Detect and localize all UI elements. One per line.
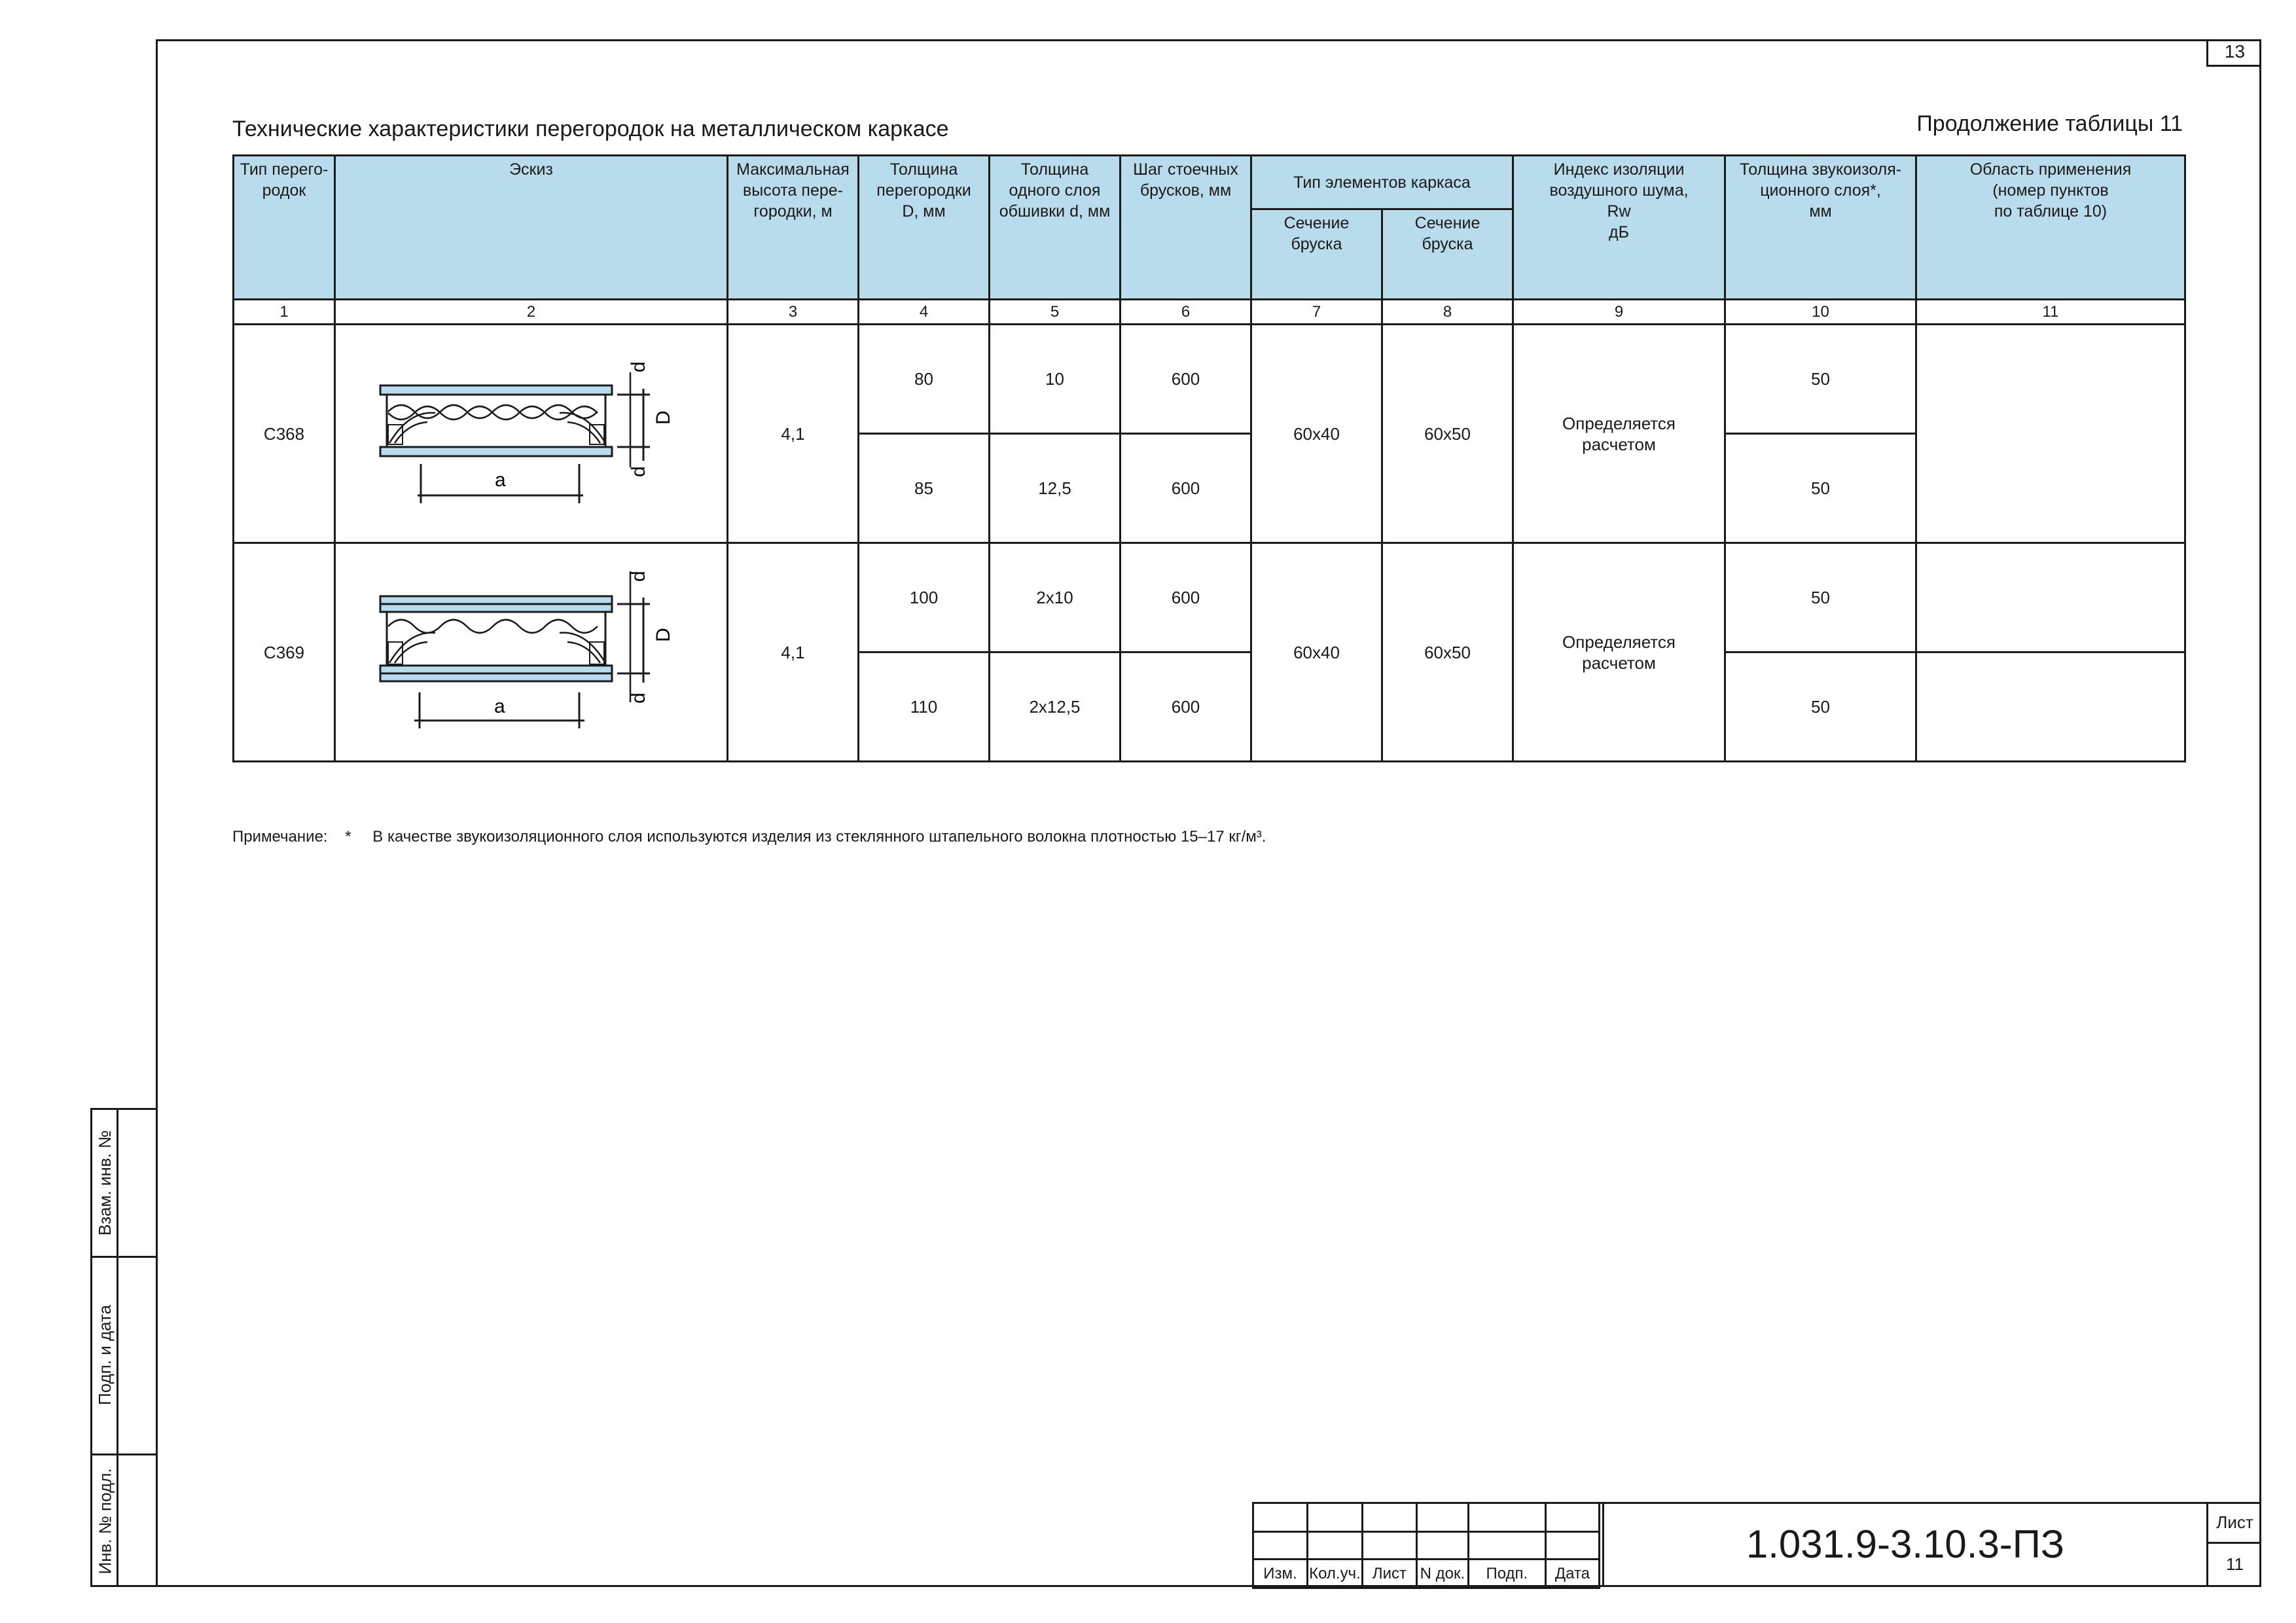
row-sound-layer: 50 bbox=[1725, 434, 1916, 543]
col-number: 7 bbox=[1251, 300, 1382, 325]
col-number: 5 bbox=[990, 300, 1121, 325]
partition-c369-sketch bbox=[380, 571, 674, 728]
side-label-inv-orig: Инв. № подл. bbox=[95, 1468, 115, 1575]
row-index: Определяется расчетом bbox=[1513, 543, 1725, 762]
col-number: 1 bbox=[234, 300, 335, 325]
title-block bbox=[1252, 1502, 1602, 1587]
spec-table bbox=[232, 154, 2186, 762]
row-application bbox=[1916, 652, 2185, 762]
sketch-label-a: a bbox=[495, 469, 506, 491]
row-application bbox=[1916, 325, 2185, 543]
col-number: 11 bbox=[1916, 300, 2185, 325]
sketch-label-d: d bbox=[628, 570, 649, 582]
row-section-1: 60х40 bbox=[1251, 325, 1382, 543]
sheet-number: 11 bbox=[2226, 1554, 2244, 1574]
row-layer: 10 bbox=[990, 325, 1121, 434]
row-sound-layer: 50 bbox=[1725, 325, 1916, 434]
header-section-1: Сечение бруска bbox=[1251, 209, 1382, 300]
header-frame-group: Тип элементов каркаса bbox=[1251, 156, 1513, 209]
document-code: 1.031.9-3.10.3-ПЗ bbox=[1602, 1502, 2206, 1587]
row-max-height: 4,1 bbox=[728, 325, 859, 543]
note-star: * bbox=[345, 828, 351, 846]
row-thickness: 85 bbox=[859, 434, 990, 543]
partition-sketch-drawing bbox=[336, 327, 725, 541]
tb-col-podp: Подп. bbox=[1468, 1560, 1545, 1588]
row-type: С369 bbox=[234, 543, 335, 762]
row-thickness: 100 bbox=[859, 543, 990, 652]
tb-col-list: Лист bbox=[1362, 1560, 1416, 1588]
col-number: 9 bbox=[1513, 300, 1725, 325]
sketch-label-D: D bbox=[653, 627, 674, 642]
tb-col-data: Дата bbox=[1545, 1560, 1599, 1588]
header-type: Тип перего- родок bbox=[234, 156, 335, 300]
header-max-height: Максимальная высота пере- городки, м bbox=[728, 156, 859, 300]
partition-sketch bbox=[335, 325, 728, 543]
table-note bbox=[232, 828, 1266, 846]
sketch-label-D: D bbox=[653, 410, 674, 425]
col-number: 8 bbox=[1382, 300, 1513, 325]
row-layer: 12,5 bbox=[990, 434, 1121, 543]
sketch-label-d: d bbox=[628, 692, 649, 704]
row-step: 600 bbox=[1121, 325, 1251, 434]
row-max-height: 4,1 bbox=[728, 543, 859, 762]
row-thickness: 110 bbox=[859, 652, 990, 762]
row-layer: 2х10 bbox=[990, 543, 1121, 652]
col-number: 6 bbox=[1121, 300, 1251, 325]
note-text: В качестве звукоизоляционного слоя используются изделия из стеклянного штапельного волокна плотностью 15–17 кг/м³. bbox=[372, 828, 1266, 846]
col-number: 4 bbox=[859, 300, 990, 325]
document-title: Технические характеристики перегородок на металлическом каркасе bbox=[232, 116, 949, 141]
tb-col-ndok: N док. bbox=[1416, 1560, 1468, 1588]
partition-sketch-drawing bbox=[336, 545, 725, 760]
sheet-box bbox=[2206, 1502, 2261, 1587]
col-number: 2 bbox=[335, 300, 728, 325]
partition-sketch bbox=[335, 543, 728, 762]
row-section-2: 60х50 bbox=[1382, 543, 1513, 762]
header-index: Индекс изоляции воздушного шума, Rw дБ bbox=[1513, 156, 1725, 300]
note-label: Примечание: bbox=[232, 828, 328, 846]
side-stamp bbox=[90, 1108, 156, 1587]
col-number: 10 bbox=[1725, 300, 1916, 325]
row-index: Определяется расчетом bbox=[1513, 325, 1725, 543]
sheet-label: Лист bbox=[2208, 1502, 2261, 1544]
row-thickness: 80 bbox=[859, 325, 990, 434]
header-sketch: Эскиз bbox=[335, 156, 728, 300]
col-number: 3 bbox=[728, 300, 859, 325]
tb-col-izm: Изм. bbox=[1253, 1560, 1308, 1588]
header-sound-layer: Толщина звукоизоля- ционного слоя*, мм bbox=[1725, 156, 1916, 300]
row-section-1: 60х40 bbox=[1251, 543, 1382, 762]
page-number-top: 13 bbox=[2206, 39, 2261, 67]
row-type: С368 bbox=[234, 325, 335, 543]
side-label-sign-date: Подп. и дата bbox=[95, 1304, 115, 1405]
side-label-swap-inv: Взам. инв. № bbox=[95, 1130, 115, 1236]
sketch-label-d: d bbox=[628, 361, 649, 372]
row-section-2: 60х50 bbox=[1382, 325, 1513, 543]
title-block-grid bbox=[1252, 1502, 1600, 1589]
header-step: Шаг стоечных брусков, мм bbox=[1121, 156, 1251, 300]
row-step: 600 bbox=[1121, 434, 1251, 543]
row-sound-layer: 50 bbox=[1725, 543, 1916, 652]
title-block-top-line bbox=[1252, 1502, 2261, 1504]
sketch-label-d: d bbox=[628, 465, 649, 477]
row-layer: 2х12,5 bbox=[990, 652, 1121, 762]
table-continuation: Продолжение таблицы 11 bbox=[1916, 111, 2183, 136]
sketch-label-a: a bbox=[494, 695, 505, 717]
row-step: 600 bbox=[1121, 652, 1251, 762]
header-thickness: Толщина перегородки D, мм bbox=[859, 156, 990, 300]
tb-col-kol: Кол.уч. bbox=[1307, 1560, 1362, 1588]
row-application bbox=[1916, 543, 2185, 652]
header-section-2: Сечение бруска bbox=[1382, 209, 1513, 300]
row-sound-layer: 50 bbox=[1725, 652, 1916, 762]
row-step: 600 bbox=[1121, 543, 1251, 652]
partition-c368-sketch bbox=[380, 361, 674, 503]
header-application: Область применения (номер пунктов по таблице 10) bbox=[1916, 156, 2185, 300]
header-layer: Толщина одного слоя обшивки d, мм bbox=[990, 156, 1121, 300]
